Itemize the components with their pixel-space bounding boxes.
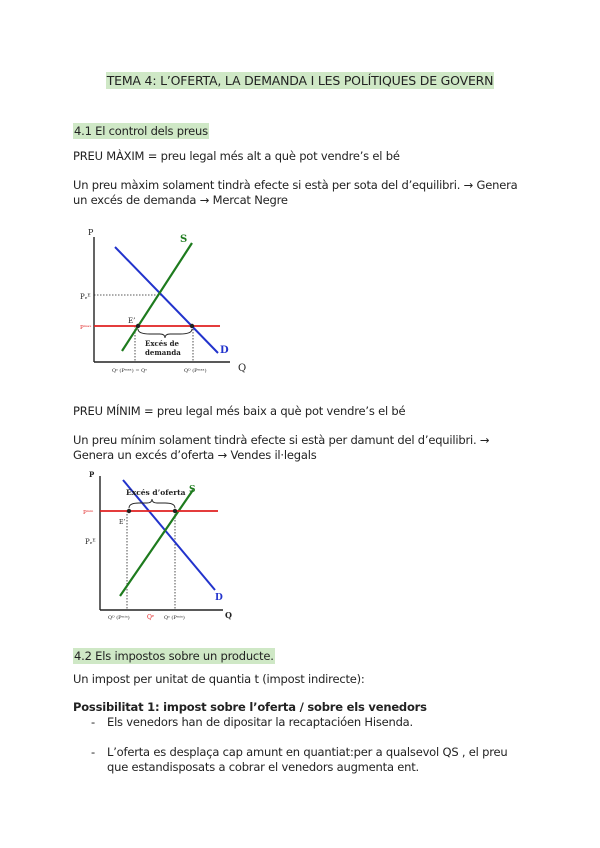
section-heading-taxes — [73, 645, 275, 664]
min-price-label: Pᵐⁱⁿ — [83, 510, 94, 516]
page-title-text: TEMA 4: L’OFERTA, LA DEMANDA I LES POLÍTIQUES DE GOVERN — [106, 73, 494, 88]
tax-option-1-list — [73, 715, 573, 775]
supply-curve — [120, 490, 193, 596]
demand-label: D — [220, 345, 229, 356]
qs-label: Qˢ (Pᵐⁱⁿ) — [164, 615, 185, 621]
price-ceiling-chart — [80, 225, 280, 385]
max-price-explanation-line-1: Un preu màxim solament tindrà efecte si està per sota del d’equilibri. → Genera — [73, 178, 518, 192]
x-axis-label: Q — [238, 363, 247, 374]
tax-intro: Un impost per unitat de quantia t (impost indirecte): — [73, 672, 365, 686]
qd-label: Qᴰ (Pᵐᵃˣ) — [184, 368, 207, 374]
supply-label: S — [180, 234, 188, 245]
section-heading-text: 4.2 Els impostos sobre un producte. — [74, 649, 274, 663]
equilibrium-price-label: Pₑᴱ — [80, 293, 91, 301]
excess-demand-label-1: Excés de — [145, 339, 179, 348]
x-axis-label: Q — [225, 610, 232, 620]
qd-label: Qᴰ (Pᵐⁱⁿ) — [108, 615, 130, 621]
supply-point-marker — [173, 509, 177, 513]
min-price-definition: PREU MÍNIM = preu legal més baix a què pot vendre’s el bé — [73, 404, 406, 418]
tax-option-1-heading: Possibilitat 1: impost sobre l’oferta / sobre els venedors — [73, 700, 427, 714]
y-axis-label: P — [89, 470, 95, 479]
supply-label: S — [189, 485, 196, 495]
page-title — [0, 70, 600, 89]
excess-brace — [138, 329, 192, 338]
list-item: - L’oferta es desplaça cap amunt en quantiat:per a qualsevol QS , el preu que estandisposats a cobrar el venedors augmenta ent. — [73, 745, 573, 775]
equilibrium-point-label: E’ — [119, 519, 126, 526]
section-heading-price-control — [73, 120, 209, 139]
demand-label: D — [215, 593, 223, 603]
excess-supply-label: Excés d’oferta — [126, 488, 186, 497]
qe-label: Qᵉ — [147, 614, 155, 621]
min-price-explanation-line-2: Genera un excés d’oferta → Vendes il·legals — [73, 448, 317, 462]
max-price-explanation-line-2: un excés de demanda → Mercat Negre — [73, 193, 288, 207]
excess-demand-label-2: demanda — [145, 348, 181, 357]
equilibrium-price-label: Pₑᴱ — [85, 538, 96, 546]
section-heading-text: 4.1 El control dels preus — [74, 124, 208, 138]
supply-curve — [122, 243, 192, 351]
demand-point-marker — [127, 509, 131, 513]
max-price-definition: PREU MÀXIM = preu legal més alt a què pot vendre’s el bé — [73, 149, 400, 163]
equilibrium-point-marker — [136, 324, 140, 328]
min-price-explanation-line-1: Un preu mínim solament tindrà efecte si està per damunt del d’equilibri. → — [73, 433, 490, 447]
y-axis-label: P — [88, 228, 94, 237]
demand-point-marker — [190, 324, 194, 328]
list-item: - Els venedors han de dipositar la recaptacióen Hisenda. — [73, 715, 573, 730]
qs-label: Qˢ (Pᵐᵃˣ) = Qᵉ — [112, 368, 148, 374]
max-price-label: Pᵐᵃˣ — [80, 325, 92, 331]
price-floor-chart — [83, 470, 248, 625]
excess-brace — [129, 499, 175, 508]
equilibrium-point-label: E’ — [128, 317, 136, 325]
